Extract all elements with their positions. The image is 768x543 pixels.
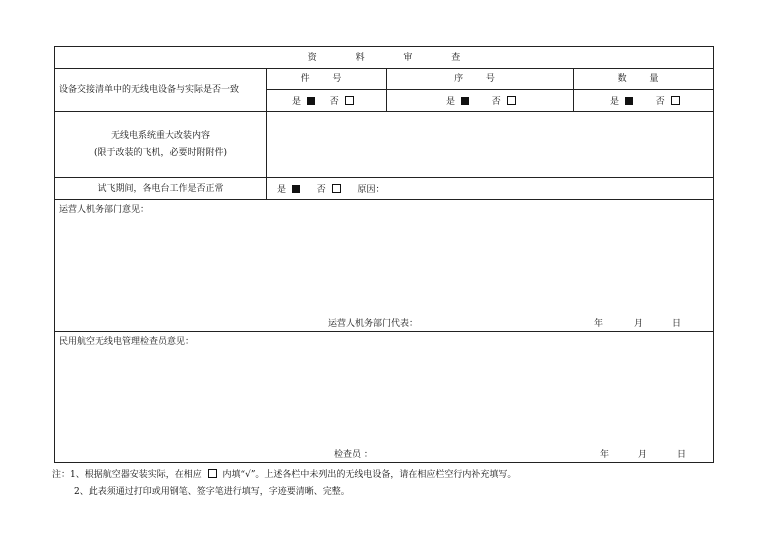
part-yes-no	[292, 96, 354, 108]
inspector-signer-label: 检查员 ：	[334, 450, 373, 460]
row-divider	[55, 199, 713, 200]
inspector-day-label: 日	[677, 450, 687, 460]
no-label: 否	[655, 97, 665, 107]
no-checkbox[interactable]	[671, 96, 680, 105]
yes-checkbox[interactable]	[292, 185, 300, 193]
no-checkbox[interactable]	[332, 184, 341, 193]
yes-label: 是	[292, 97, 302, 107]
checkbox-symbol-icon	[208, 469, 217, 478]
note-line-1-start: 注：1、根据航空器安装实际，在相应	[52, 470, 202, 480]
no-checkbox[interactable]	[345, 96, 354, 105]
serial-number-header: 序 号	[454, 74, 505, 84]
row-divider	[55, 177, 713, 178]
inspector-opinion-field[interactable]	[56, 349, 712, 447]
yes-checkbox[interactable]	[307, 97, 315, 105]
yes-checkbox[interactable]	[461, 97, 469, 105]
operator-year-label: 年	[594, 319, 604, 329]
inspector-opinion-title: 民用航空无线电管理检查员意见：	[59, 337, 195, 347]
row-divider	[55, 331, 713, 332]
note-line-1-end: 内填“√”。上述各栏中未列出的无线电设备，请在相应栏空行内补充填写。	[222, 470, 517, 480]
form-title: 资 料 审 查	[307, 53, 479, 63]
inspector-month-label: 月	[638, 450, 648, 460]
no-label: 否	[491, 97, 501, 107]
operator-signer-label: 运营人机务部门代表：	[328, 319, 419, 329]
row-divider	[55, 68, 713, 69]
part-number-header: 件 号	[300, 74, 352, 84]
operator-month-label: 月	[634, 319, 644, 329]
flight-test-label: 试飞期间，各电台工作是否正常	[97, 184, 224, 194]
yes-label: 是	[446, 97, 456, 107]
modification-label-line2: (限于改装的飞机，必要时附附件)	[93, 148, 228, 158]
inspector-year-label: 年	[600, 450, 610, 460]
serial-yes-no	[446, 96, 516, 108]
note-line-2: 2、此表须通过打印或用钢笔、签字笔进行填写，字迹要清晰、完整。	[74, 487, 350, 497]
row-divider	[266, 89, 713, 90]
modification-content-field[interactable]	[267, 112, 713, 177]
no-label: 否	[316, 185, 326, 195]
reason-label: 原因：	[357, 185, 385, 195]
flight-test-yes-no	[277, 184, 385, 196]
inspection-form	[54, 46, 714, 463]
operator-opinion-field[interactable]	[56, 217, 712, 317]
quantity-yes-no	[610, 96, 680, 108]
quantity-header: 数 量	[617, 74, 669, 84]
no-label: 否	[329, 97, 339, 107]
yes-label: 是	[277, 185, 287, 195]
no-checkbox[interactable]	[507, 96, 516, 105]
modification-label-line1: 无线电系统重大改装内容	[110, 131, 210, 141]
operator-day-label: 日	[672, 319, 682, 329]
operator-opinion-title: 运营人机务部门意见：	[59, 205, 150, 215]
note-line-1	[52, 469, 516, 481]
yes-label: 是	[610, 97, 620, 107]
equipment-match-label: 设备交接清单中的无线电设备与实际是否一致	[59, 85, 240, 95]
yes-checkbox[interactable]	[625, 97, 633, 105]
